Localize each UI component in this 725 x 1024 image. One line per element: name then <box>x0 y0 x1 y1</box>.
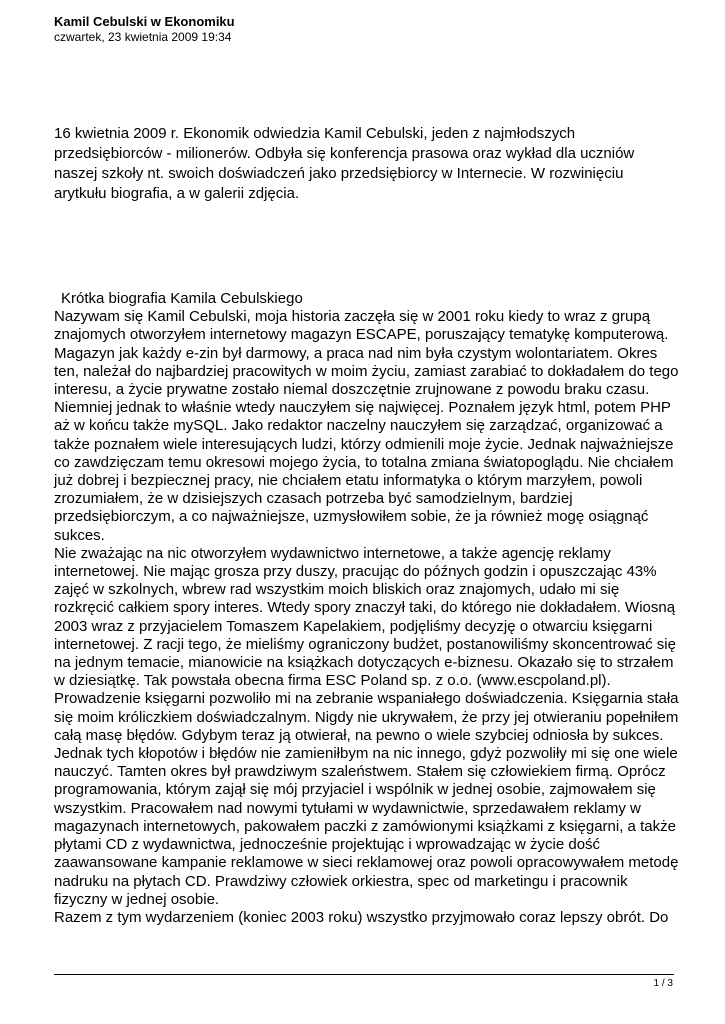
biography-paragraph-4: Razem z tym wydarzeniem (koniec 2003 roku) wszystko przyjmowało coraz lepszy obrót. Do <box>54 908 669 926</box>
page-number: 1 / 3 <box>653 978 673 989</box>
page-title: Kamil Cebulski w Ekonomiku <box>54 14 235 29</box>
document-header <box>54 14 674 45</box>
biography-paragraph-2: Nie zważając na nic otworzyłem wydawnictwo internetowe, a także agencję reklamy internetowej. Nie mając grosza przy duszy, pracując do późnych godzin i opuszczając 43% zajęć w szkolnych, wbrew rad wszystkim moich bliskich oraz znajomych, udało mi się rozkręcić całkiem spory interes. Wtedy spory znaczył taki, do którego nie dokładałem. Wiosną 2003 wraz z przyjacielem Tomaszem Kapelakiem, podjęliśmy decyzję o otwarciu księgarni internetowej. Z racji tego, że mieliśmy ograniczony budżet, postanowiliśmy skoncentrować się na jednym temacie, mianowicie na książkach dotyczących e-biznesu. Okazało się to strzałem w dziesiątkę. Tak powstała obecna firma ESC Poland sp. z o.o. (www.escpoland.pl). <box>54 544 676 690</box>
biography-paragraph-1: Nazywam się Kamil Cebulski, moja historia zaczęła się w 2001 roku kiedy to wraz z grupą znajomych otworzyłem internetowy magazyn ESCAPE, poruszający tematykę komputerową. Magazyn jak każdy e-zin był darmowy, a praca nad nim była czystym wolontariatem. Okres ten, należał do najbardziej pracowitych w moim życiu, zamiast zarabiać to dokładałem do tego interesu, a życie prywatne zostało niemal doszczętnie zrujnowane z powodu braku czasu. Niemniej jednak to właśnie wtedy nauczyłem się najwięcej. Poznałem język html, potem PHP aż w końcu także mySQL. Jako redaktor naczelny nauczyłem się zarządzać, organizować a także poznałem wiele interesujących ludzi, którzy odmienili moje życie. Jednak najważniejsze co zawdzięczam temu okresowi mojego życia, to totalna zmiana światopoglądu. Nie chciałem już dobrej i bezpiecznej pracy, nie chciałem etatu informatyka o którym marzyłem, powoli zrozumiałem, że w dzisiejszych czasach potrzeba być samodzielnym, bardziej przedsiębiorczym, a co najważniejsze, uzmysłowiłem sobie, że ja również mogę osiągnąć sukces. <box>54 308 679 544</box>
biography-paragraph-3: Prowadzenie księgarni pozwoliło mi na zebranie wspaniałego doświadczenia. Księgarnia stała się moim króliczkiem doświadczalnym. Nigdy nie ukrywałem, że przy jej otwieraniu popełniłem całą masę błędów. Gdybym teraz ją otwierał, na pewno o wiele szybciej odniosła by sukces. Jednak tych kłopotów i błędów nie zamieniłbym na nic innego, gdyż pozwoliły mi się one wiele nauczyć. Tamten okres był prawdziwym szaleństwem. Stałem się człowiekiem firmą. Oprócz programowania, którym zajął się mój przyjaciel i wspólnik w jednej osobie, zajmowałem się wszystkim. Pracowałem nad nowymi tytułami w wydawnictwie, sprzedawałem reklamy w magazynach internetowych, pakowałem paczki z zamówionymi książkami z księgarni, a także płytami CD z wydawnictwa, jednocześnie projektując i wprowadzając w życie dość zaawansowane kampanie reklamowe w sieci reklamowej oraz powoli opracowywałem metodę nadruku na płytach CD. Prawdziwy człowiek orkiestra, spec od marketingu i pracownik fizyczny w jednej osobie. <box>54 690 679 908</box>
footer-divider <box>54 974 674 975</box>
biography-subtitle: Krótka biografia Kamila Cebulskiego <box>61 290 303 307</box>
intro-paragraph: 16 kwietnia 2009 r. Ekonomik odwiedzia Kamil Cebulski, jeden z najmłodszych przedsiębiorców - milionerów. Odbyła się konferencja prasowa oraz wykład dla uczniów naszej szkoły nt. swoich doświadczeń jako przedsiębiorcy w Internecie. W rozwinięciu arytkułu biografia, a w galerii zdjęcia. <box>54 125 635 202</box>
publish-date: czwartek, 23 kwietnia 2009 19:34 <box>54 30 232 44</box>
biography-section <box>54 290 679 927</box>
